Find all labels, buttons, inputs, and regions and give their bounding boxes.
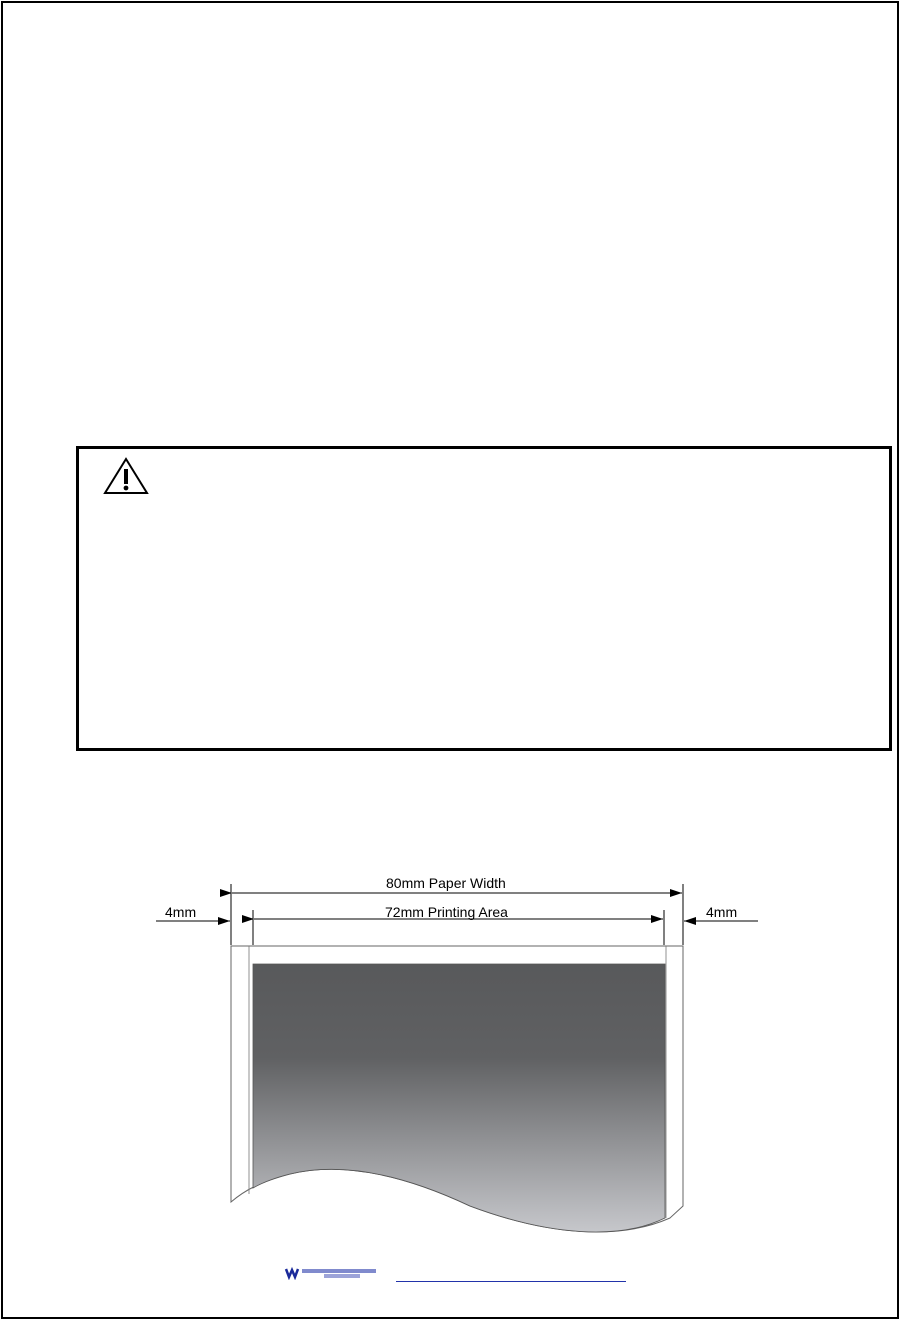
left-margin-label: 4mm — [165, 904, 197, 920]
paper-dimension-diagram — [150, 870, 770, 1250]
caution-box — [76, 446, 892, 751]
printing-area — [253, 964, 665, 1232]
printing-area-label: 72mm Printing Area — [385, 904, 508, 920]
website-link[interactable] — [396, 1279, 626, 1282]
warning-triangle-icon — [103, 456, 149, 496]
paper-diagram-graphic — [150, 870, 770, 1250]
page-footer — [284, 1264, 634, 1286]
paper-width-label: 80mm Paper Width — [386, 875, 506, 891]
right-margin-label: 4mm — [706, 904, 738, 920]
company-logo-icon — [284, 1266, 380, 1280]
